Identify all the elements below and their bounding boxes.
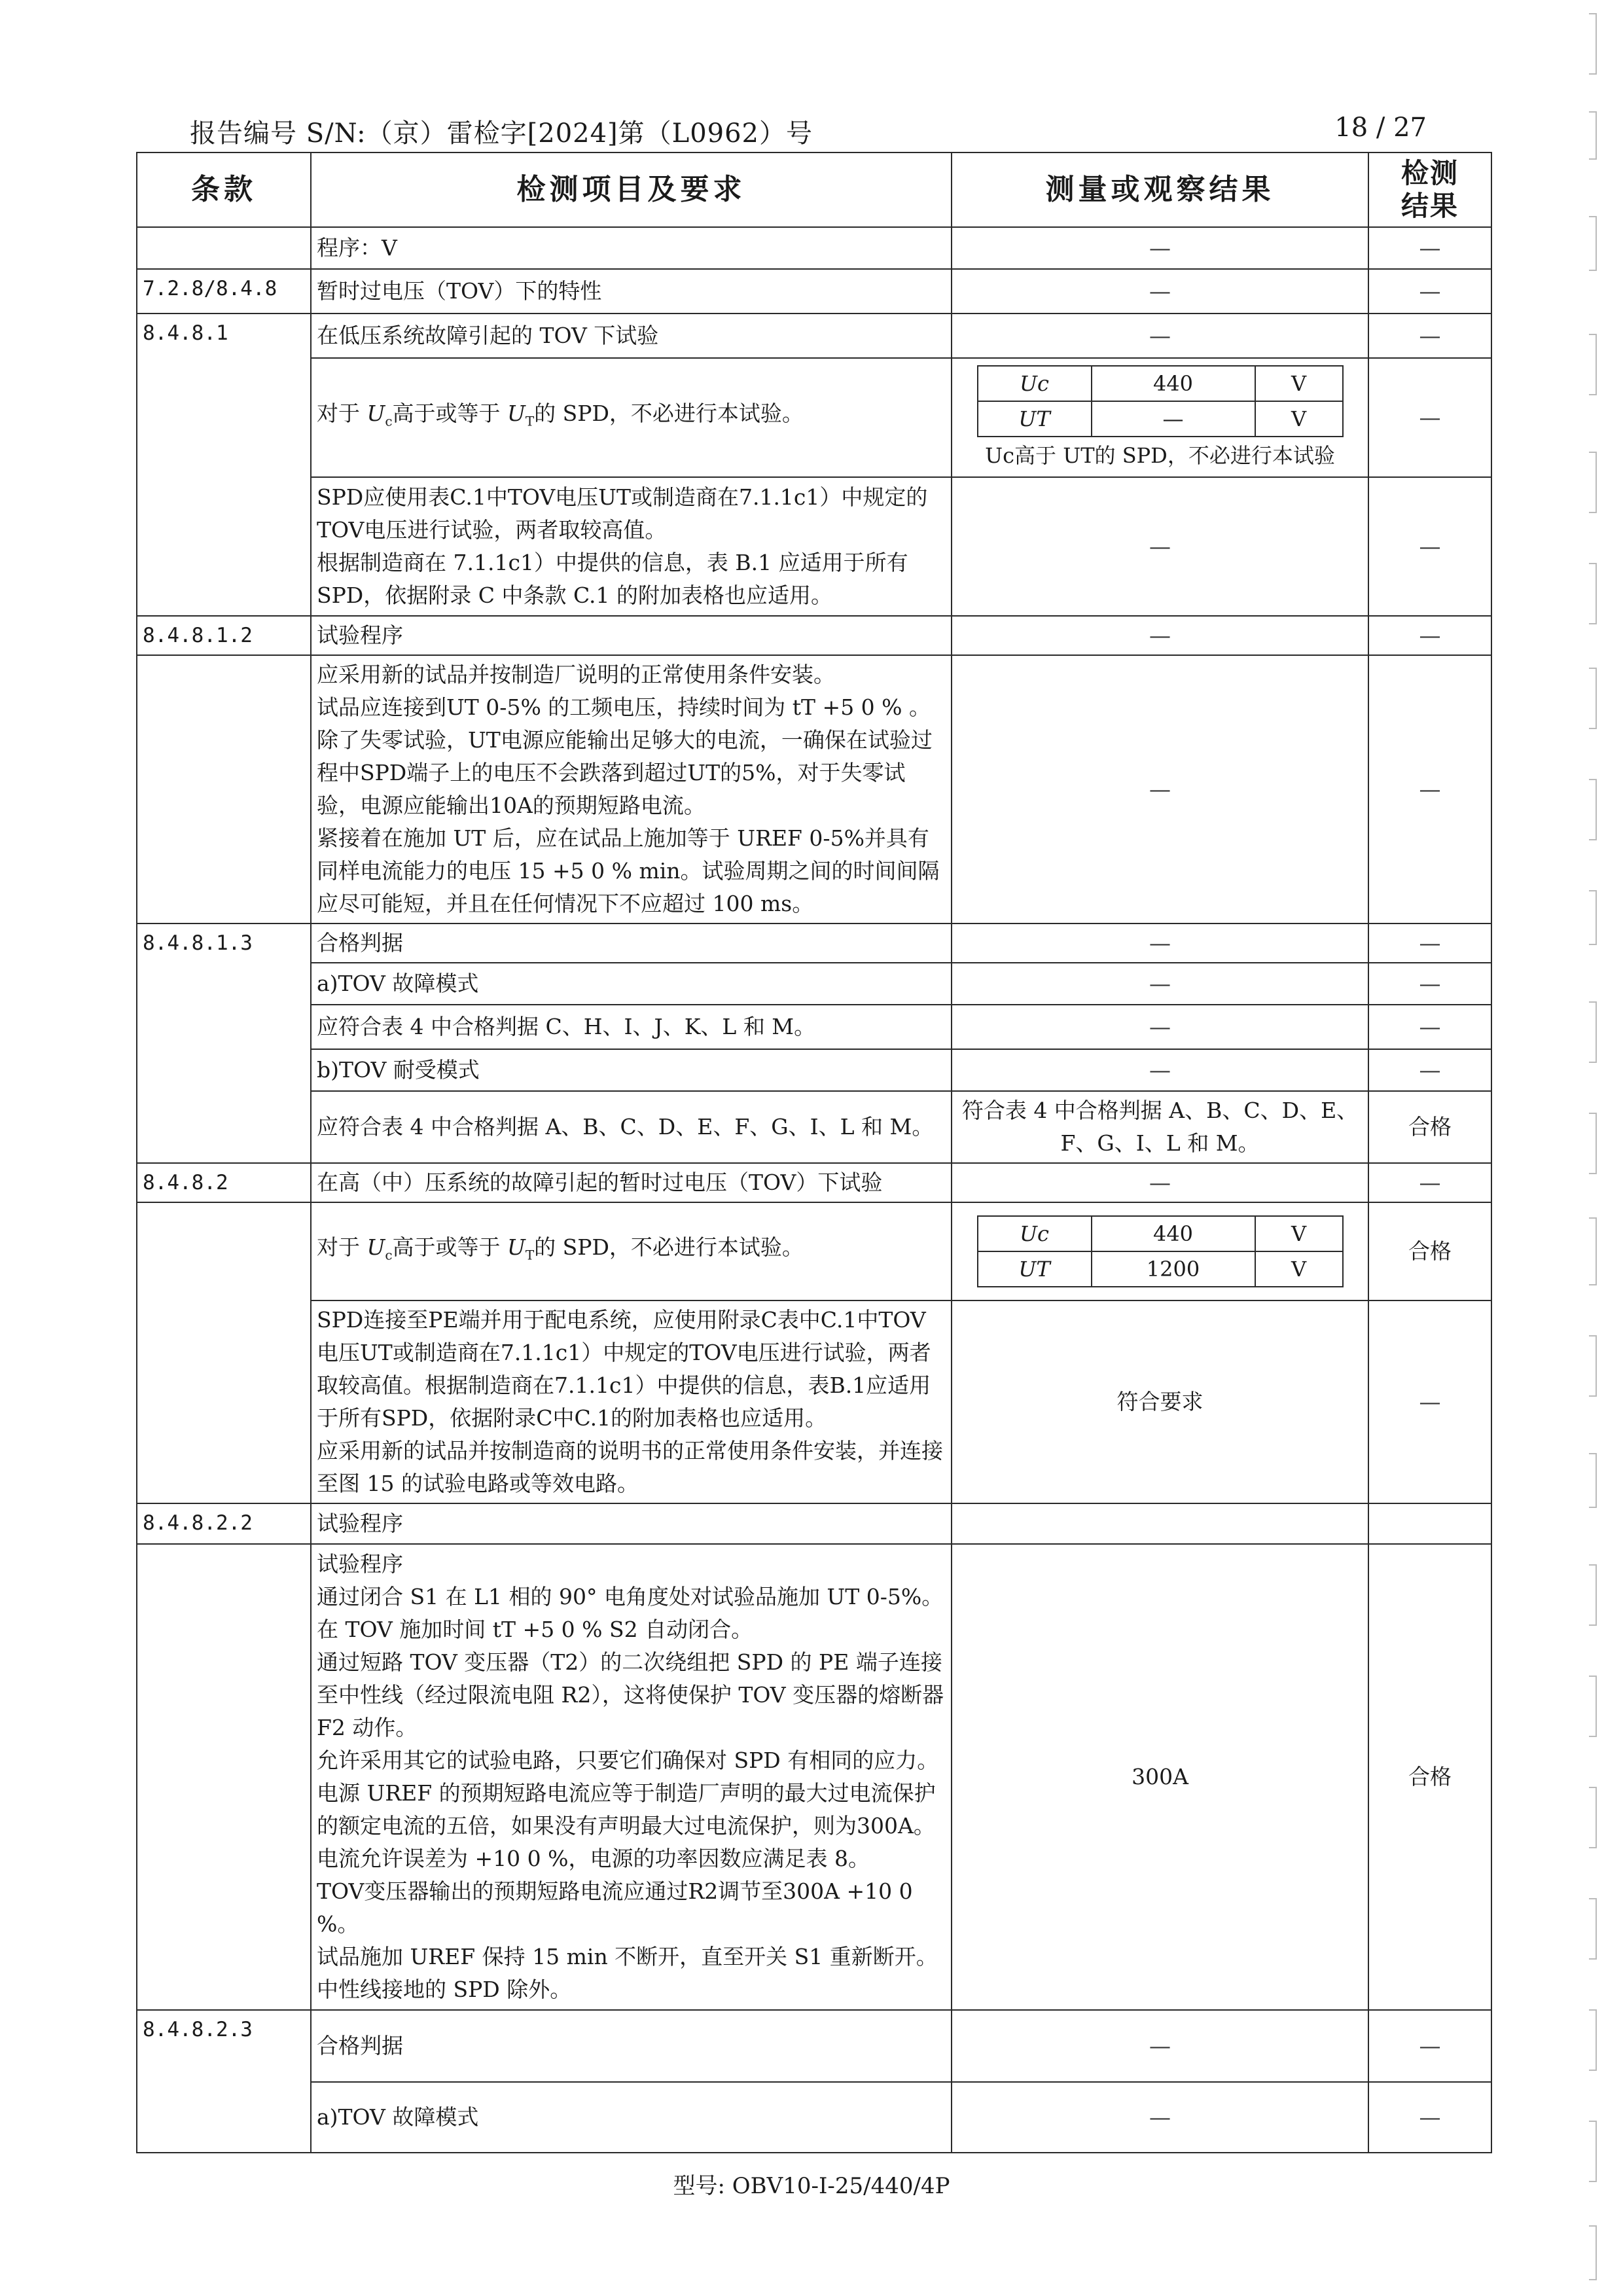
observation-cell — [952, 358, 1368, 477]
observation-cell: — — [952, 2010, 1368, 2082]
scan-edge-mark — [1589, 1898, 1597, 1960]
scan-edge-mark — [1589, 1335, 1597, 1397]
item-cell: SPD连接至PE端并用于配电系统，应使用附录C表中C.1中TOV电压UT或制造商在7.1.1c1）中规定的TOV电压进行试验，两者取较高值。根据制造商在7.1.1c1）中提供的信息，表B.1应适用于所有SPD，依据附录C中C.1的附加表格也应适用。 应采用新的试品并按制造商的说明书的正常使用条件安装，并连接至图 15 的试验电路或等效电路。 — [311, 1300, 952, 1503]
item-cell: a)TOV 故障模式 — [311, 2082, 952, 2153]
item-cell: SPD应使用表C.1中TOV电压UT或制造商在7.1.1c1）中规定的TOV电压进行试验，两者取较高值。 根据制造商在 7.1.1c1）中提供的信息，表 B.1 应适用于所有 SPD，依据附录 C 中条款 C.1 的附加表格也应适用。 — [311, 477, 952, 616]
scan-edge-mark — [1589, 668, 1597, 729]
table-row — [137, 2082, 1491, 2153]
clause-cell: 8.4.8.1 — [137, 314, 311, 616]
table-header-row — [137, 152, 1491, 227]
result-cell: — — [1368, 1005, 1491, 1049]
col-header-clause: 条款 — [137, 152, 311, 227]
scan-edge-mark — [1589, 1113, 1597, 1174]
scan-edge-mark — [1589, 1001, 1597, 1063]
table-row — [137, 2010, 1491, 2082]
uc-value: 440 — [1092, 366, 1255, 401]
observation-cell: — — [952, 1049, 1368, 1091]
uc-unit: V — [1255, 366, 1343, 401]
item-text: 对于 — [317, 1234, 367, 1261]
uc-label: Uc — [978, 366, 1092, 401]
clause-cell — [137, 1544, 311, 2010]
symbol-u: U — [366, 401, 385, 427]
col-header-result — [1368, 152, 1491, 227]
col-header-item: 检测项目及要求 — [311, 152, 952, 227]
report-table-container — [136, 152, 1491, 2153]
result-cell: — — [1368, 924, 1491, 963]
item-text: 的 SPD，不必进行本试验。 — [534, 1234, 804, 1261]
report-number: 报告编号 S/N:（京）雷检字[2024]第（L0962）号 — [190, 118, 813, 149]
result-cell: — — [1368, 1163, 1491, 1202]
result-cell: — — [1368, 2082, 1491, 2153]
scan-edge-mark — [1589, 13, 1597, 75]
table-row — [137, 358, 1491, 477]
symbol-sub: c — [385, 413, 393, 429]
item-cell: 试验程序 — [311, 1503, 952, 1544]
scan-edge-mark — [1589, 779, 1597, 840]
item-cell: 在低压系统故障引起的 TOV 下试验 — [311, 314, 952, 358]
scan-edge-mark — [1589, 1217, 1597, 1285]
item-text: 的 SPD，不必进行本试验。 — [534, 401, 804, 427]
uc-row — [978, 1216, 1343, 1251]
clause-cell — [137, 227, 311, 269]
scan-edge-mark — [1589, 1676, 1597, 1737]
item-cell: 应符合表 4 中合格判据 A、B、C、D、E、F、G、I、L 和 M。 — [311, 1091, 952, 1163]
clause-cell — [137, 655, 311, 924]
item-cell: 应采用新的试品并按制造厂说明的正常使用条件安装。 试品应连接到UT 0-5% 的工频电压，持续时间为 tT +5 0 % 。 除了失零试验，UT电源应能输出足够大的电流，一确保在试验过程中SPD端子上的电压不会跌落到超过UT的5%，对于失零试验，电源应能输出10A的预期短路电流。 紧接着在施加 UT 后，应在试品上施加等于 UREF 0-5%并具有同样电流能力的电压 15 +5 0 % min。试验周期之间的时间间隔应尽可能短，并且在任何情况下不应超过 100 ms。 — [311, 655, 952, 924]
observation-cell: — — [952, 616, 1368, 655]
item-cell — [311, 1202, 952, 1300]
item-cell: a)TOV 故障模式 — [311, 963, 952, 1005]
item-text: 对于 — [317, 401, 367, 427]
result-cell: — — [1368, 269, 1491, 314]
table-row — [137, 924, 1491, 963]
result-cell: — — [1368, 1300, 1491, 1503]
symbol-sub: c — [385, 1247, 393, 1263]
observation-cell: 符合要求 — [952, 1300, 1368, 1503]
col-header-observation: 测量或观察结果 — [952, 152, 1368, 227]
scan-edge-mark — [1589, 334, 1597, 395]
symbol-sub: T — [525, 1247, 535, 1263]
result-cell: 合格 — [1368, 1202, 1491, 1300]
result-cell: — — [1368, 963, 1491, 1005]
table-row — [137, 963, 1491, 1005]
table-row — [137, 1544, 1491, 2010]
table-row — [137, 1503, 1491, 1544]
observation-cell: 符合表 4 中合格判据 A、B、C、D、E、F、G、I、L 和 M。 — [952, 1091, 1368, 1163]
item-cell: 试验程序 通过闭合 S1 在 L1 相的 90° 电角度处对试验品施加 UT 0-5%。 在 TOV 施加时间 tT +5 0 % S2 自动闭合。 通过短路 TOV 变压器（T2）的二次绕组把 SPD 的 PE 端子连接至中性线（经过限流电阻 R2），这将使保护 TOV 变压器的熔断器 F2 动作。 允许采用其它的试验电路，只要它们确保对 SPD 有相同的应力。 电源 UREF 的预期短路电流应等于制造厂声明的最大过电流保护的额定电流的五倍，如果没有声明最大过电流保护，则为300A。电流允许误差为 +10 0 %，电源的功率因数应满足表 8。 TOV变压器输出的预期短路电流应通过R2调节至300A +10 0 %。 试品施加 UREF 保持 15 min 不断开，直至开关 S1 重新断开。 中性线接地的 SPD 除外。 — [311, 1544, 952, 2010]
observation-cell: 300A — [952, 1544, 1368, 2010]
result-cell — [1368, 1503, 1491, 1544]
table-row — [137, 655, 1491, 924]
scan-edge-mark — [1589, 1564, 1597, 1626]
scan-edge-mark — [1589, 1787, 1597, 1848]
table-row — [137, 1163, 1491, 1202]
uc-label: Uc — [978, 1216, 1092, 1251]
observation-cell: — — [952, 963, 1368, 1005]
ut-row — [978, 401, 1343, 437]
clause-cell: 8.4.8.2 — [137, 1163, 311, 1202]
test-results-table — [136, 152, 1492, 2153]
uc-value: 440 — [1092, 1216, 1255, 1251]
table-row — [137, 269, 1491, 314]
observation-cell: — — [952, 1005, 1368, 1049]
symbol-u: U — [507, 1234, 526, 1261]
scan-edge-mark — [1589, 563, 1597, 624]
result-cell: — — [1368, 477, 1491, 616]
observation-cell: — — [952, 227, 1368, 269]
ut-label: UT — [978, 1251, 1092, 1287]
observation-cell: — — [952, 269, 1368, 314]
item-cell: 试验程序 — [311, 616, 952, 655]
scan-edge-mark — [1589, 1453, 1597, 1508]
observation-cell: — — [952, 2082, 1368, 2153]
ut-label: UT — [978, 401, 1092, 437]
observation-cell: — — [952, 314, 1368, 358]
table-row — [137, 1202, 1491, 1300]
ut-unit: V — [1255, 1251, 1343, 1287]
clause-cell: 8.4.8.1.3 — [137, 924, 311, 1163]
observation-cell — [952, 1503, 1368, 1544]
observation-cell — [952, 1202, 1368, 1300]
scan-edge-mark — [1589, 2225, 1597, 2280]
ut-unit: V — [1255, 401, 1343, 437]
table-row — [137, 477, 1491, 616]
voltage-table — [977, 1215, 1344, 1287]
uc-row — [978, 366, 1343, 401]
item-cell: 合格判据 — [311, 2010, 952, 2082]
observation-cell: — — [952, 924, 1368, 963]
table-row — [137, 1005, 1491, 1049]
voltage-table — [977, 365, 1344, 437]
table-row — [137, 314, 1491, 358]
result-cell: — — [1368, 2010, 1491, 2082]
result-cell: 合格 — [1368, 1091, 1491, 1163]
ut-value: 1200 — [1092, 1251, 1255, 1287]
result-cell: — — [1368, 1049, 1491, 1091]
clause-cell: 8.4.8.2.3 — [137, 2010, 311, 2153]
table-row — [137, 227, 1491, 269]
item-text: 高于或等于 — [392, 1234, 508, 1261]
page-number: 18 / 27 — [1334, 113, 1427, 143]
scan-edge-mark — [1589, 2009, 1597, 2071]
item-cell: 程序：V — [311, 227, 952, 269]
item-cell: 在高（中）压系统的故障引起的暂时过电压（TOV）下试验 — [311, 1163, 952, 1202]
result-cell: — — [1368, 314, 1491, 358]
clause-cell: 8.4.8.1.2 — [137, 616, 311, 655]
observation-note: Uc高于 UT的 SPD，不必进行本试验 — [985, 443, 1335, 468]
scan-edge-mark — [1589, 890, 1597, 945]
result-cell: — — [1368, 616, 1491, 655]
item-cell — [311, 358, 952, 477]
observation-cell: — — [952, 477, 1368, 616]
ut-row — [978, 1251, 1343, 1287]
scan-edge-mark — [1589, 452, 1597, 513]
table-row — [137, 616, 1491, 655]
ut-value: — — [1092, 401, 1255, 437]
result-header-text: 检测结果 — [1400, 157, 1459, 222]
result-cell: — — [1368, 655, 1491, 924]
clause-cell: 7.2.8/8.4.8 — [137, 269, 311, 314]
item-cell: 应符合表 4 中合格判据 C、H、I、J、K、L 和 M。 — [311, 1005, 952, 1049]
result-cell: — — [1368, 227, 1491, 269]
clause-cell — [137, 1202, 311, 1503]
item-cell: 合格判据 — [311, 924, 952, 963]
observation-cell: — — [952, 1163, 1368, 1202]
footer-model: 型号: OBV10-I-25/440/4P — [673, 2173, 950, 2199]
result-cell: 合格 — [1368, 1544, 1491, 2010]
symbol-sub: T — [525, 413, 535, 429]
table-row — [137, 1049, 1491, 1091]
result-cell: — — [1368, 358, 1491, 477]
item-text: 高于或等于 — [392, 401, 508, 427]
scan-edge-mark — [1589, 111, 1597, 160]
item-cell: 暂时过电压（TOV）下的特性 — [311, 269, 952, 314]
symbol-u: U — [507, 401, 526, 427]
item-cell: b)TOV 耐受模式 — [311, 1049, 952, 1091]
clause-cell: 8.4.8.2.2 — [137, 1503, 311, 1544]
uc-unit: V — [1255, 1216, 1343, 1251]
scan-edge-mark — [1589, 216, 1597, 271]
table-row — [137, 1091, 1491, 1163]
symbol-u: U — [366, 1234, 385, 1261]
observation-cell: — — [952, 655, 1368, 924]
table-row — [137, 1300, 1491, 1503]
